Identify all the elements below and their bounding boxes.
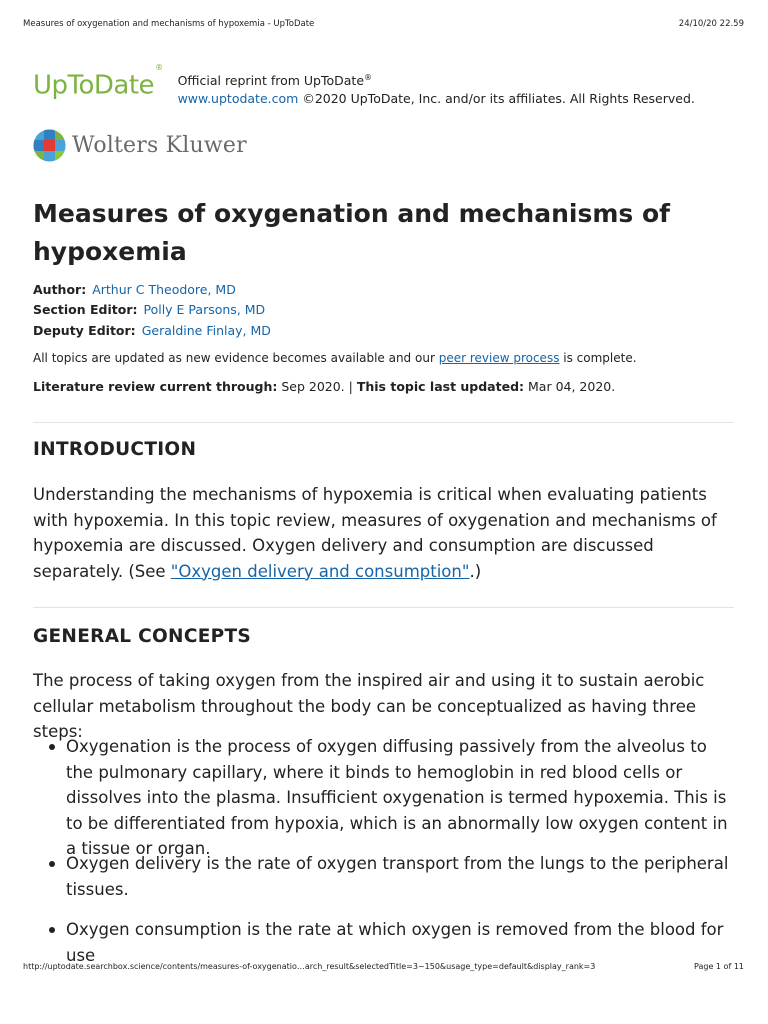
reprint-mark: ® xyxy=(364,73,373,82)
update-note-after: is complete. xyxy=(563,351,637,365)
review-dates xyxy=(33,379,615,394)
last-updated-label: This topic last updated: xyxy=(356,379,525,394)
oxygen-delivery-link[interactable]: "Oxygen delivery and consumption" xyxy=(170,561,470,581)
update-note-before: All topics are updated as new evidence becomes available and our xyxy=(33,351,435,365)
wolters-kluwer-globe-icon xyxy=(33,129,66,162)
print-header xyxy=(23,19,744,29)
print-header-title: Measures of oxygenation and mechanisms of hypoxemia - UpToDate xyxy=(23,19,315,29)
reprint-notice xyxy=(178,69,695,108)
introduction-text: Understanding the mechanisms of hypoxemia is critical when evaluating patients with hypoxemia. In this topic review, measures of oxygenation and mechanisms of hypoxemia are discussed. Oxygen delivery and consumption are discussed separately. (See xyxy=(33,485,717,581)
date-separator: | xyxy=(348,379,353,394)
general-concepts-paragraph: The process of taking oxygen from the inspired air and using it to sustain aerobic cellular metabolism throughout the body can be conceptualized as having three steps: xyxy=(33,671,705,741)
copyright-text: ©2020 UpToDate, Inc. and/or its affiliates. All Rights Reserved. xyxy=(302,91,695,107)
section-editor-line xyxy=(33,302,265,317)
section-editor-link[interactable]: Polly E Parsons, MD xyxy=(143,302,266,317)
uptodate-site-link[interactable]: www.uptodate.com xyxy=(177,91,299,107)
print-footer-page: Page 1 of 11 xyxy=(694,962,744,971)
introduction-paragraph xyxy=(33,482,735,584)
author-link[interactable]: Arthur C Theodore, MD xyxy=(92,282,236,297)
print-footer xyxy=(23,962,744,971)
article-title: Measures of oxygenation and mechanisms of hypoxemia xyxy=(33,199,671,266)
brand-header xyxy=(33,63,695,108)
update-note xyxy=(33,351,637,365)
peer-review-link[interactable]: peer review process xyxy=(438,351,560,365)
publisher-name: Wolters Kluwer xyxy=(72,133,247,158)
divider xyxy=(33,422,734,423)
uptodate-logo[interactable] xyxy=(33,63,163,102)
divider xyxy=(33,607,734,608)
print-header-datetime: 24/10/20 22.59 xyxy=(678,19,744,29)
last-updated-date: Mar 04, 2020. xyxy=(528,379,616,394)
author-line xyxy=(33,282,236,297)
lit-review-date: Sep 2020. xyxy=(281,379,345,394)
print-footer-url: http://uptodate.searchbox.science/contents/measures-of-oxygenatio…arch_result&selectedTitle=3~150&usage_type=default&display_rank=3 xyxy=(23,962,596,971)
general-concepts-heading: GENERAL CONCEPTS xyxy=(33,626,252,647)
introduction-heading: INTRODUCTION xyxy=(33,439,197,460)
introduction-end: .) xyxy=(469,561,482,581)
author-label: Author: xyxy=(33,282,87,297)
deputy-editor-link[interactable]: Geraldine Finlay, MD xyxy=(141,323,271,338)
reprint-line: Official reprint from UpToDate xyxy=(177,73,365,89)
deputy-editor-line xyxy=(33,323,271,338)
list-item: Oxygenation is the process of oxygen diffusing passively from the alveolus to the pulmonary capillary, where it binds to hemoglobin in red blood cells or dissolves into the plasma. Insufficient oxygenation is termed hypoxemia. This is to be differentiated from hypoxia, which is an abnormally low oxygen content in a tissue or organ. xyxy=(66,734,736,862)
publisher-logo xyxy=(33,129,247,162)
section-editor-label: Section Editor: xyxy=(33,302,138,317)
list-item: Oxygen delivery is the rate of oxygen transport from the lungs to the peripheral tissues. xyxy=(66,851,736,902)
uptodate-logo-mark: ® xyxy=(155,63,163,72)
lit-review-label: Literature review current through: xyxy=(33,379,278,394)
deputy-editor-label: Deputy Editor: xyxy=(33,323,136,338)
list-item: Oxygen consumption is the rate at which oxygen is removed from the blood for use xyxy=(66,917,736,968)
uptodate-logo-text: UpToDate xyxy=(33,70,155,101)
